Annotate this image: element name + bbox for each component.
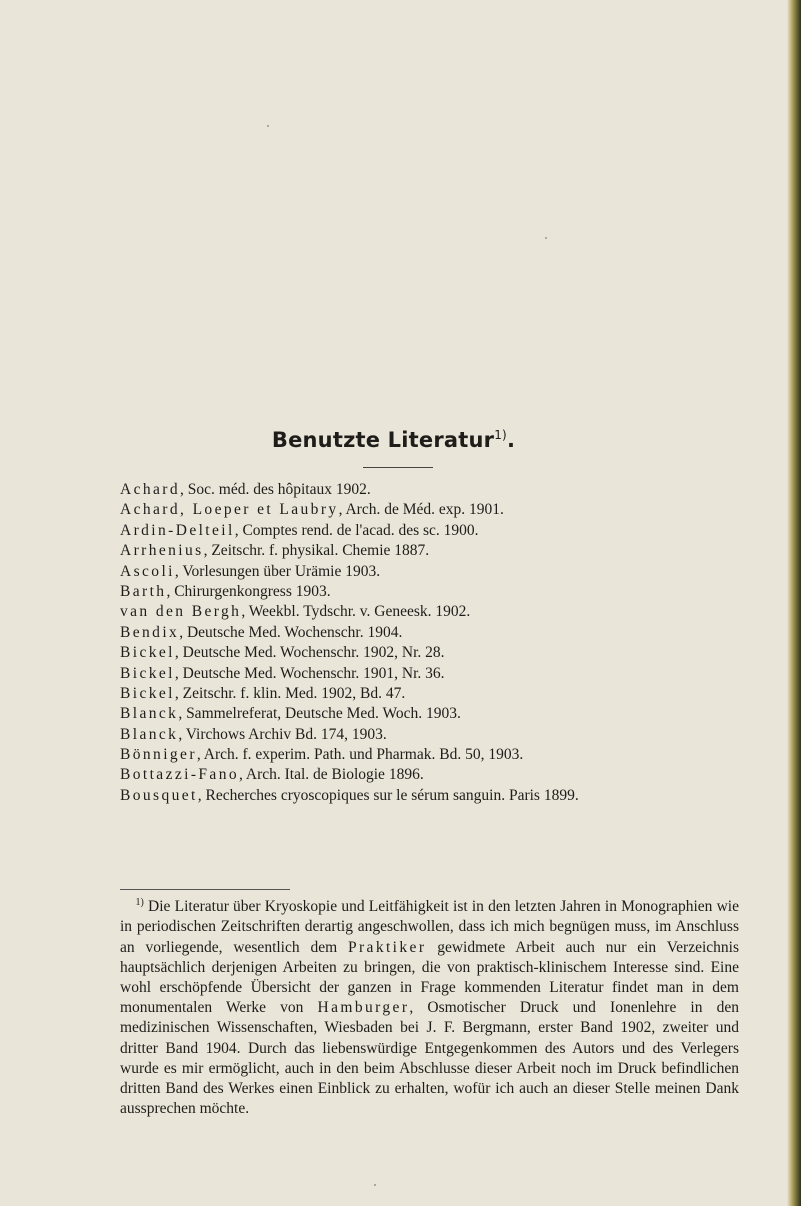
reference-item: [120, 602, 740, 622]
title-text: Benutzte Literatur: [271, 428, 495, 452]
reference-source: , Sammelreferat, Deutsche Med. Woch. 1903.: [178, 705, 461, 723]
reference-author: Arrhenius: [120, 542, 204, 560]
reference-item: [120, 745, 740, 765]
reference-author: Bickel: [120, 684, 175, 702]
reference-item: [120, 643, 740, 663]
reference-item: [120, 562, 740, 582]
footnote-text: gewidmete Arbeit auch nur ein Verzeichnis hauptsächlich derjenigen Arbeiten zu bringen, die von praktisch-klinischem Interesse sind. Eine wohl erschöpfende Übersicht der ganzen in Frage kommenden Literatur findet man in dem monumentalen Werke von: [120, 938, 739, 1017]
reference-list: [120, 480, 740, 806]
reference-author: van den Bergh: [120, 603, 242, 621]
page-edge: [787, 0, 801, 1206]
reference-author: Bickel: [120, 664, 175, 682]
reference-item: [120, 684, 740, 704]
footnote: [120, 893, 739, 1119]
reference-author: Achard: [120, 481, 181, 498]
footnote-emphasis: Hamburger: [317, 999, 410, 1017]
paper-speck: [545, 237, 547, 239]
reference-item: [120, 521, 740, 541]
reference-item: [120, 786, 740, 806]
reference-author: Ardin-Delteil: [120, 521, 235, 539]
reference-item: [120, 765, 740, 785]
reference-item: [120, 480, 740, 500]
paper-speck: [267, 125, 269, 127]
reference-source: , Virchows Archiv Bd. 174, 1903.: [178, 725, 387, 743]
reference-source: , Soc. méd. des hôpitaux 1902.: [180, 481, 371, 498]
reference-author: Blanck: [120, 705, 179, 723]
reference-source: , Comptes rend. de l'acad. des sc. 1900.: [234, 521, 479, 539]
title-divider: [363, 467, 433, 468]
reference-source: , Deutsche Med. Wochenschr. 1902, Nr. 28.: [174, 644, 445, 662]
reference-author: Bickel: [120, 644, 175, 662]
reference-source: , Deutsche Med. Wochenschr. 1901, Nr. 36.: [174, 664, 445, 682]
reference-author: Blanck: [120, 725, 179, 743]
footnote-text: Die Literatur über Kryoskopie und Leitfähigkeit ist in den letzten Jahren in Monographien wie in periodischen Zeitschriften derartig angeschwollen, dass ich mich begnügen muss, im Anschluss an vorliegende, wesentlich dem: [120, 898, 739, 956]
reference-source: , Chirurgenkongress 1903.: [166, 582, 331, 600]
reference-author: Achard, Loeper et Laubry: [120, 501, 339, 519]
footnote-mark: 1): [135, 897, 144, 908]
reference-source: , Zeitschr. f. klin. Med. 1902, Bd. 47.: [174, 684, 406, 702]
page-title: Benutzte Literatur$^{1)}$.: [271, 428, 516, 452]
reference-item: [120, 664, 740, 684]
reference-item: [120, 725, 740, 745]
reference-source: , Zeitschr. f. physikal. Chemie 1887.: [203, 542, 430, 560]
reference-author: Bendix: [120, 623, 180, 641]
reference-author: Barth: [120, 582, 167, 600]
reference-author: Ascoli: [120, 562, 175, 580]
paper-speck: [374, 1184, 376, 1186]
reference-source: , Vorlesungen über Urämie 1903.: [174, 562, 381, 580]
reference-source: , Arch. Ital. de Biologie 1896.: [239, 766, 424, 784]
reference-item: [120, 541, 740, 561]
reference-item: [120, 582, 740, 602]
footnote-divider: [120, 889, 290, 890]
reference-source: , Arch. f. experim. Path. und Pharmak. Bd. 50, 1903.: [196, 746, 524, 764]
reference-source: , Arch. de Méd. exp. 1901.: [338, 501, 504, 519]
reference-author: Bönniger: [120, 746, 197, 764]
reference-item: [120, 623, 740, 643]
title-footnote-mark: 1): [494, 428, 507, 442]
reference-item: [120, 500, 740, 520]
reference-source: , Weekbl. Tydschr. v. Geneesk. 1902.: [241, 603, 471, 621]
reference-source: , Recherches cryoscopiques sur le sérum sanguin. Paris 1899.: [197, 786, 579, 804]
reference-author: Bousquet: [120, 786, 198, 804]
reference-item: [120, 704, 740, 724]
reference-source: , Deutsche Med. Wochenschr. 1904.: [179, 623, 403, 641]
footnote-text: , Osmotischer Druck und Ionenlehre in den medizinischen Wissenschaften, Wiesbaden bei J. F. Bergmann, erster Band 1902, zweiter und dritter Band 1904. Durch das liebenswürdige Entgegenkommen des Autors und des Verlegers wurde es mir ermöglicht, auch in den beim Abschlusse dieser Arbeit noch im Druck befindlichen dritten Band des Werkes einen Einblick zu erhalten, wofür ich auch an dieser Stelle meinen Dank aussprechen möchte.: [120, 999, 739, 1118]
reference-author: Bottazzi-Fano: [120, 766, 240, 784]
footnote-emphasis: Praktiker: [347, 938, 427, 956]
